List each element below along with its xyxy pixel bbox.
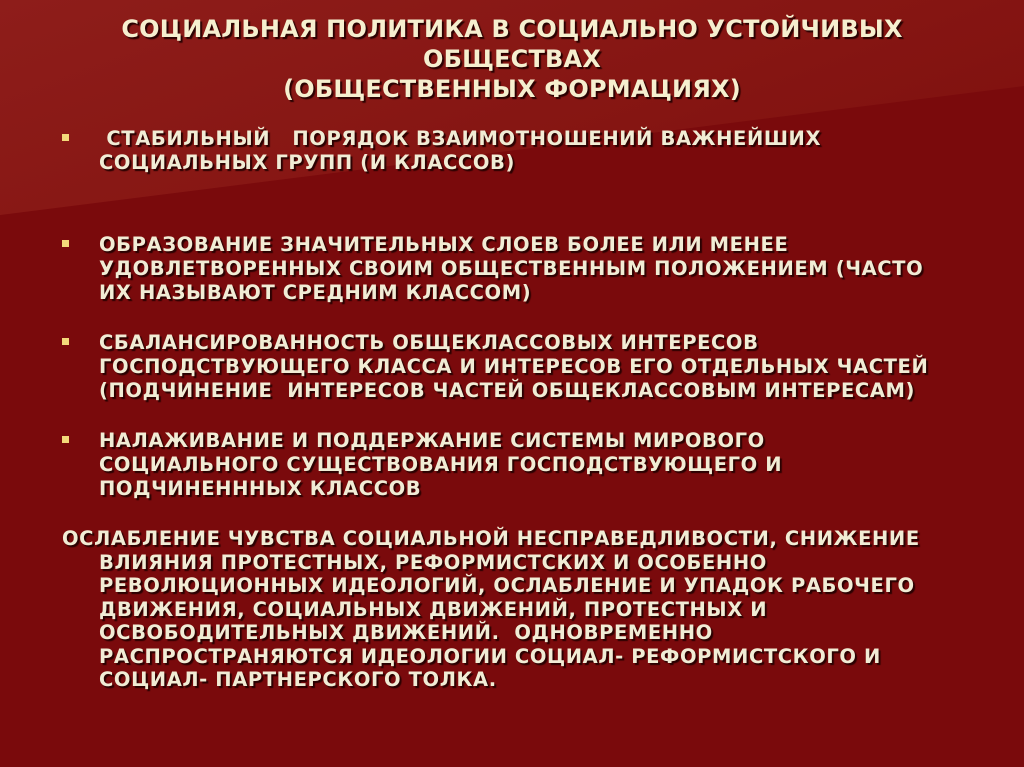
- bullet-square-icon: [62, 240, 69, 247]
- summary-paragraph: [0, 527, 1000, 692]
- title-line: ОБЩЕСТВАХ: [422, 45, 602, 73]
- bullet-line: СБАЛАНСИРОВАННОСТЬ ОБЩЕКЛАССОВЫХ ИНТЕРЕСОВ: [99, 331, 759, 354]
- bullet-square-icon: [62, 338, 69, 345]
- title-line: СОЦИАЛЬНАЯ ПОЛИТИКА В СОЦИАЛЬНО УСТОЙЧИВЫХ: [121, 15, 903, 43]
- title-line: (ОБЩЕСТВЕННЫХ ФОРМАЦИЯХ): [283, 75, 741, 103]
- paragraph-line: ДВИЖЕНИЯ, СОЦИАЛЬНЫХ ДВИЖЕНИЙ, ПРОТЕСТНЫХ И: [99, 597, 768, 621]
- bullet-line: НАЛАЖИВАНИЕ И ПОДДЕРЖАНИЕ СИСТЕМЫ МИРОВОГО: [99, 429, 765, 452]
- bullet-square-icon: [62, 134, 69, 141]
- bullet-line: ОБРАЗОВАНИЕ ЗНАЧИТЕЛЬНЫХ СЛОЕВ БОЛЕЕ ИЛИ МЕНЕЕ: [99, 233, 789, 256]
- paragraph-line: ОСЛАБЛЕНИЕ ЧУВСТВА СОЦИАЛЬНОЙ НЕСПРАВЕДЛИВОСТИ, СНИЖЕНИЕ: [62, 527, 920, 550]
- bullet-line: ПОДЧИНЕНННЫХ КЛАССОВ: [99, 477, 422, 500]
- bullet-line: СТАБИЛЬНЫЙ ПОРЯДОК ВЗАИМОТНОШЕНИЙ ВАЖНЕЙШИХ: [99, 127, 822, 150]
- slide-title: [0, 14, 1024, 104]
- bullet-line: (ПОДЧИНЕНИЕ ИНТЕРЕСОВ ЧАСТЕЙ ОБЩЕКЛАССОВЫМ ИНТЕРЕСАМ): [99, 379, 916, 402]
- paragraph-line: РАСПРОСТРАНЯЮТСЯ ИДЕОЛОГИИ СОЦИАЛ- РЕФОРМИСТСКОГО И: [99, 644, 881, 668]
- bullet-square-icon: [62, 436, 69, 443]
- paragraph-line: ОСВОБОДИТЕЛЬНЫХ ДВИЖЕНИЙ. ОДНОВРЕМЕННО: [99, 621, 713, 644]
- paragraph-line: СОЦИАЛ- ПАРТНЕРСКОГО ТОЛКА.: [99, 668, 497, 691]
- bullet-line: СОЦИАЛЬНЫХ ГРУПП (И КЛАССОВ): [99, 151, 515, 174]
- bullet-line: СОЦИАЛЬНОГО СУЩЕСТВОВАНИЯ ГОСПОДСТВУЮЩЕГО И: [99, 453, 783, 476]
- bullet-line: ИХ НАЗЫВАЮТ СРЕДНИМ КЛАССОМ): [99, 281, 532, 304]
- paragraph-line: РЕВОЛЮЦИОННЫХ ИДЕОЛОГИЙ, ОСЛАБЛЕНИЕ И УПАДОК РАБОЧЕГО: [99, 574, 915, 597]
- bullet-line: УДОВЛЕТВОРЕННЫХ СВОИМ ОБЩЕСТВЕННЫМ ПОЛОЖЕНИЕМ (ЧАСТО: [99, 257, 924, 280]
- bullet-line: ГОСПОДСТВУЮЩЕГО КЛАССА И ИНТЕРЕСОВ ЕГО ОТДЕЛЬНЫХ ЧАСТЕЙ: [99, 355, 929, 378]
- paragraph-line: ВЛИЯНИЯ ПРОТЕСТНЫХ, РЕФОРМИСТСКИХ И ОСОБЕННО: [99, 550, 767, 574]
